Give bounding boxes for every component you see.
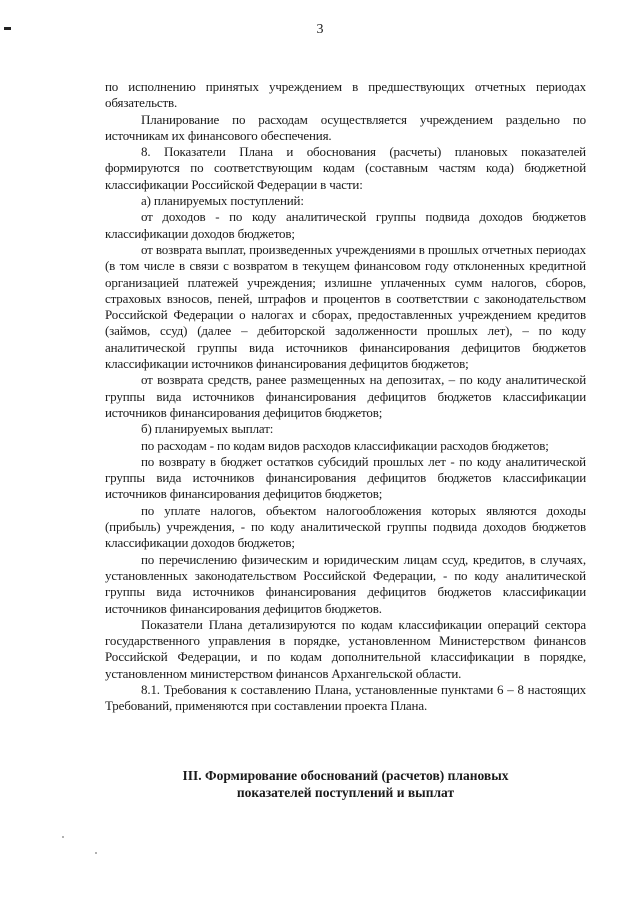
paragraph-item-8: 8. Показатели Плана и обоснования (расчеты) плановых показателей формируются по соответствующим кодам (составным частям кода) бюджетной классификации Российской Федерации в части: [105, 144, 586, 192]
section-heading [105, 767, 586, 801]
section-heading-line-2: показателей поступлений и выплат [236, 785, 455, 800]
scan-speck [62, 836, 64, 838]
paragraph-refunds: от возврата выплат, произведенных учреждениями в прошлых отчетных периодах (в том числе в связи с возвратом в текущем финансовом году отклоненных кредитной организацией платежей учреждения; излишне уплаченных сумм налогов, сборов, страховых взносов, пеней, штрафов и процентов в соответствии с законодательством Российской Федерации о налогах и сборах, предоставленных учреждением кредитов (займов, ссуд) (далее – дебиторской задолженности прошлых лет), – по коду аналитической группы вида источников финансирования дефицитов бюджетов классификации источников финансирования дефицитов бюджетов; [105, 241, 586, 372]
paragraph-expenses: по расходам - по кодам видов расходов классификации расходов бюджетов; [141, 437, 549, 453]
paragraph-subsidy-return: по возврату в бюджет остатков субсидий прошлых лет - по коду аналитической группы вида источников финансирования дефицитов бюджетов классификации источников финансирования дефицитов бюджетов; [105, 453, 586, 502]
paragraph-planning: Планирование по расходам осуществляется учреждением раздельно по источникам их финансового обеспечения. [105, 111, 586, 143]
paragraph-income: от доходов - по коду аналитической группы подвида доходов бюджетов классификации доходов бюджетов; [105, 209, 586, 241]
paragraph-detailing: Показатели Плана детализируются по кодам классификации операций сектора государственного управления в порядке, установленном Министерством финансов Российской Федерации, и по кодам дополнительной классификации в порядке, установленном министерством финансов Архангельской области. [105, 616, 586, 681]
paragraph-continuation: по исполнению принятых учреждением в предшествующих отчетных периодах обязательств. [105, 79, 586, 111]
page-number: 3 [316, 22, 324, 37]
paragraph-taxes: по уплате налогов, объектом налогообложения которых являются доходы (прибыль) учреждения, - по коду аналитической группы подвида доходов бюджетов классификации доходов бюджетов; [105, 502, 586, 551]
paragraph-item-8-1: 8.1. Требования к составлению Плана, установленные пунктами 6 – 8 настоящих Требований, применяются при составлении проекта Плана. [105, 681, 586, 714]
subitem-b: б) планируемых выплат: [141, 421, 274, 437]
section-heading-line-1: III. Формирование обоснований (расчетов) плановых [182, 768, 509, 783]
body-text [105, 79, 586, 715]
subitem-a: а) планируемых поступлений: [141, 193, 304, 209]
paragraph-deposits: от возврата средств, ранее размещенных на депозитах, – по коду аналитической группы вида источников финансирования дефицитов бюджетов классификации источников финансирования дефицитов бюджетов; [105, 372, 586, 420]
paragraph-loans: по перечислению физическим и юридическим лицам ссуд, кредитов, в случаях, установленных законодательством Российской Федерации, - по коду аналитической группы вида источников финансирования дефицитов бюджетов классификации источников финансирования дефицитов бюджетов. [105, 551, 586, 616]
scan-speck [95, 852, 97, 854]
